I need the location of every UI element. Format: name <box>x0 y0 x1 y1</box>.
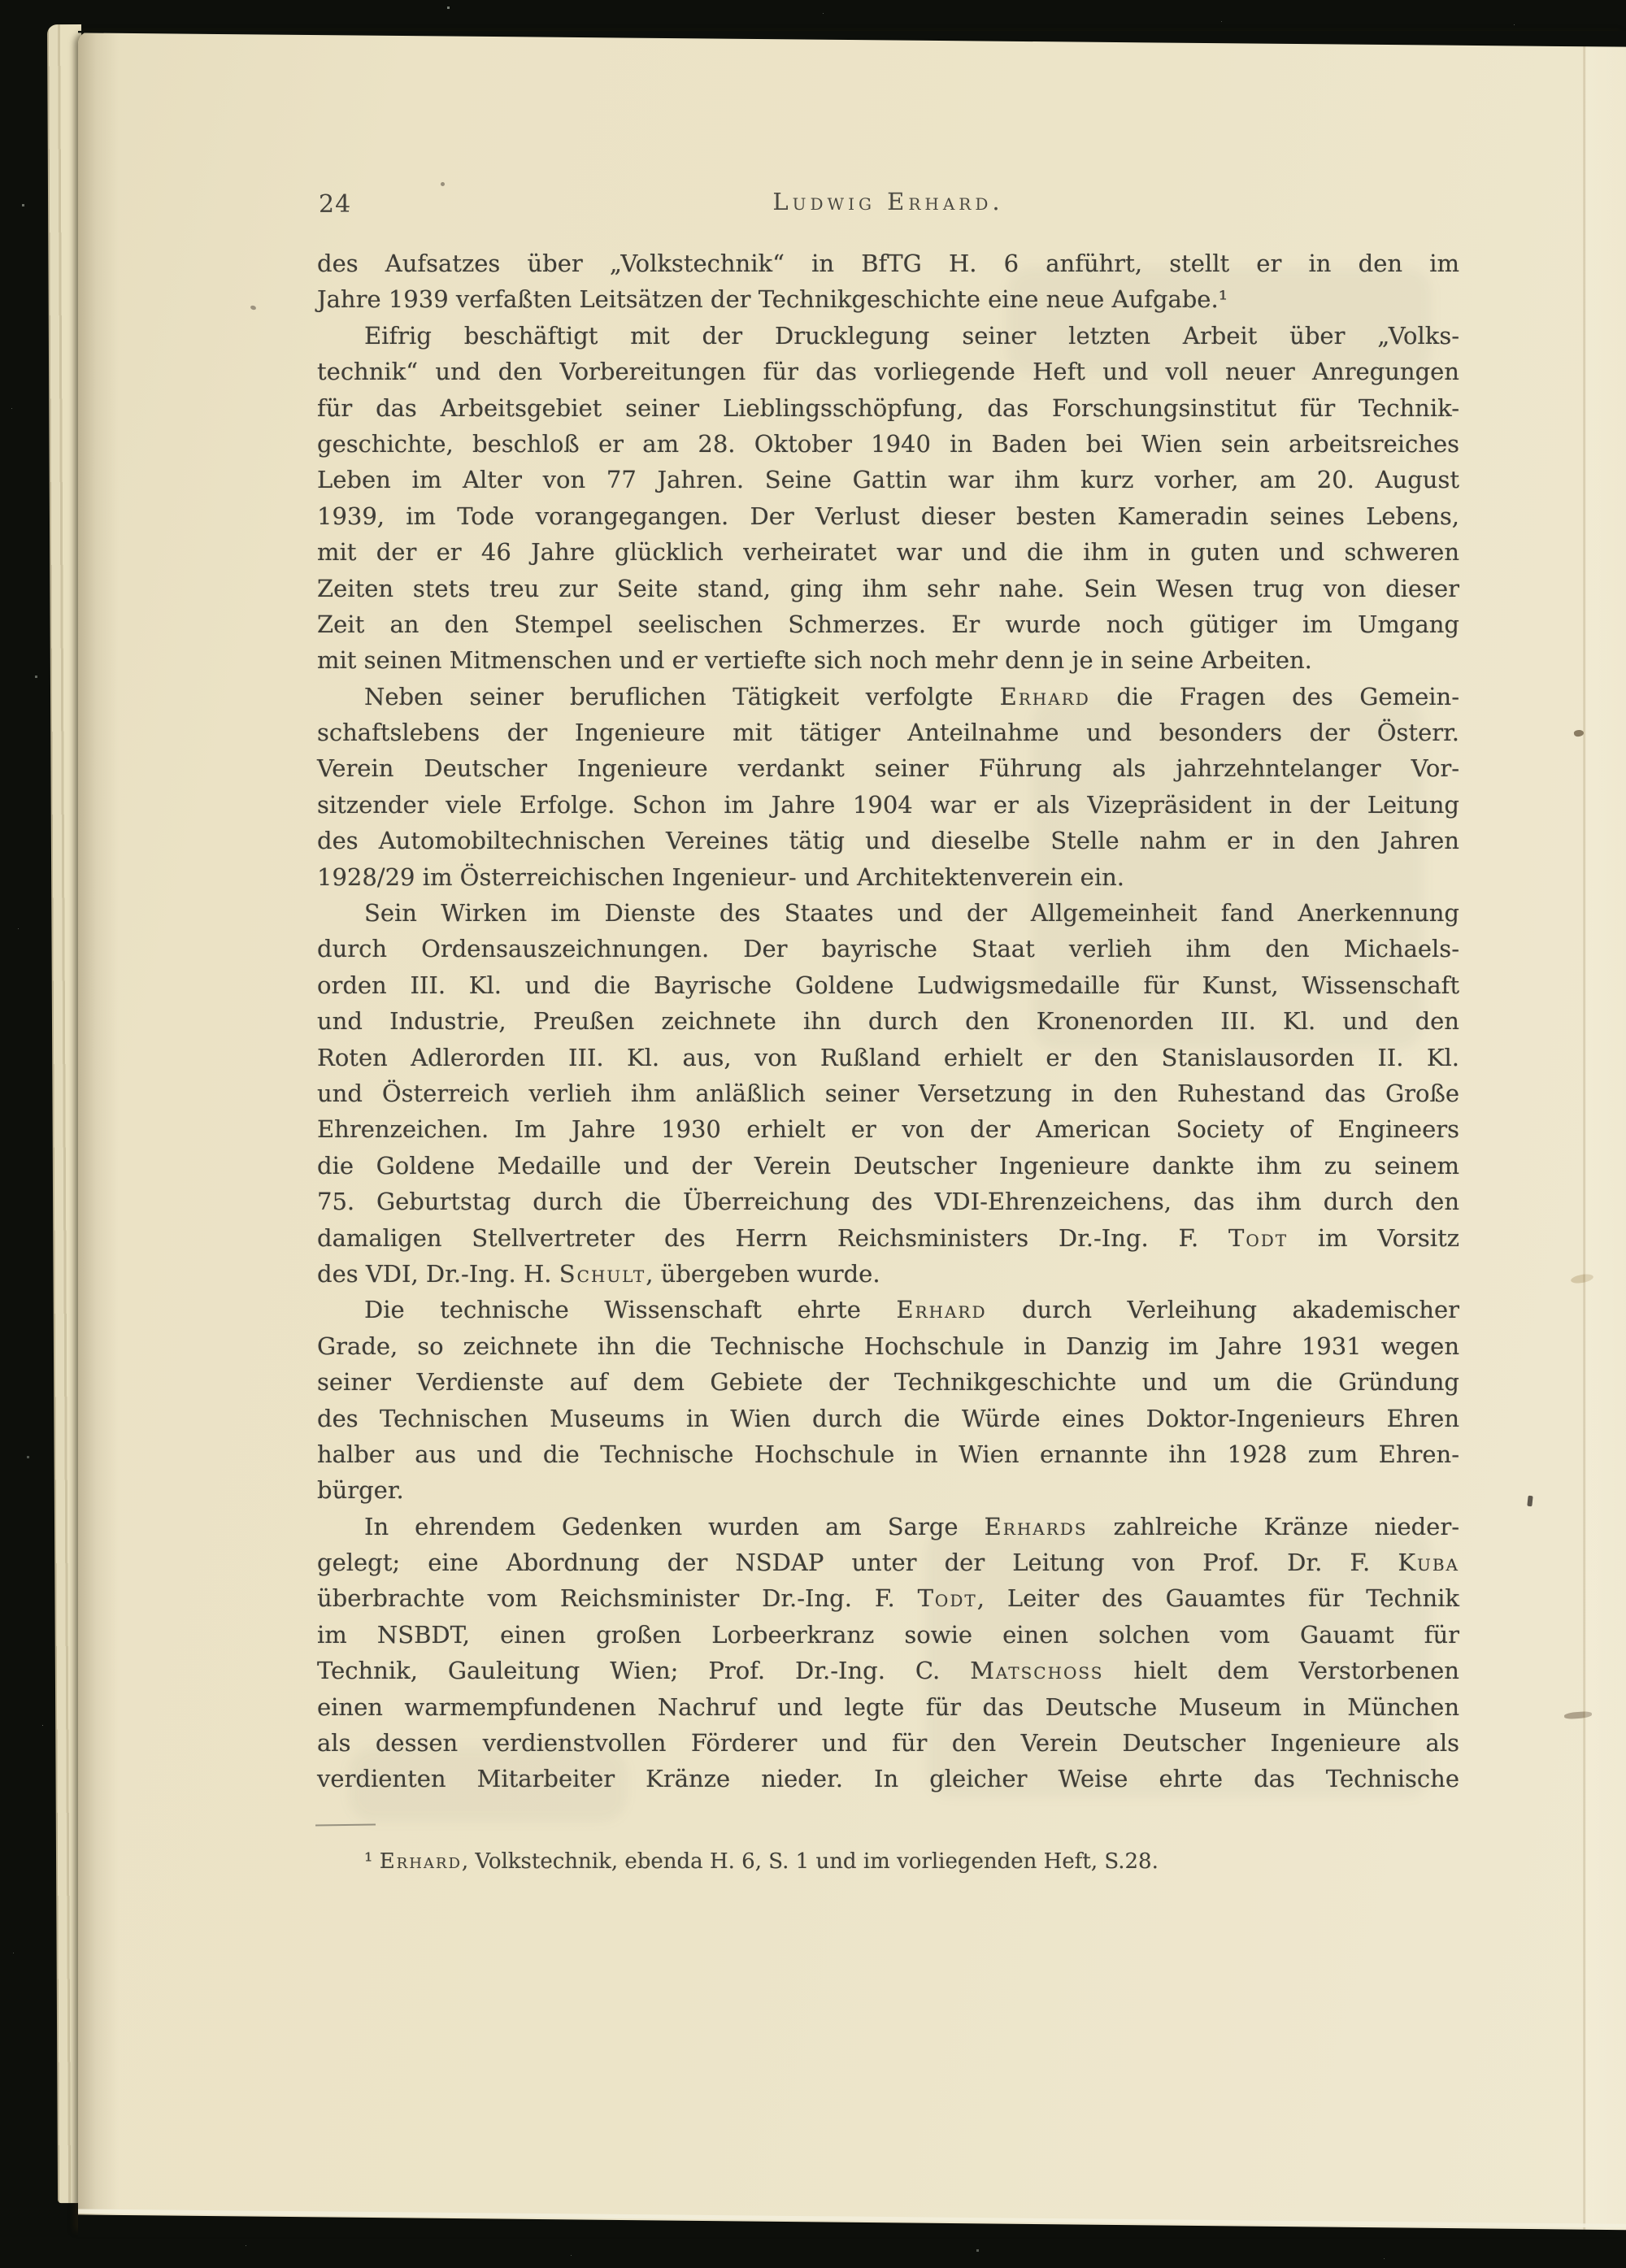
ink-speck <box>441 182 445 186</box>
text-line: für das Arbeitsgebiet seiner Lieblingsschöpfung, das Forschungsinstitut für Technik- <box>317 393 1459 422</box>
text-line: Ehrenzeichen. Im Jahre 1930 erhielt er von der American Society of Engineers <box>317 1115 1459 1144</box>
text-line: mit seinen Mitmenschen und er vertiefte sich noch mehr denn je in seine Arbeiten. <box>317 646 1312 675</box>
text-line: Leben im Alter von 77 Jahren. Seine Gattin war ihm kurz vorher, am 20. August <box>317 466 1459 494</box>
text-line: des Technischen Museums in Wien durch die Würde eines Doktor-Ingenieurs Ehren <box>317 1404 1459 1432</box>
text-line: damaligen Stellvertreter des Herrn Reichsministers Dr.-Ing. F. Todt im Vorsitz <box>317 1223 1460 1252</box>
text-line: geschichte, beschloß er am 28. Oktober 1940 in Baden bei Wien sein arbeitsreiches <box>317 429 1459 458</box>
text-line: des Automobiltechnischen Vereines tätig und dieselbe Stelle nahm er in den Jahren <box>317 827 1459 855</box>
text-line: halber aus und die Technische Hochschule in Wien ernannte ihn 1928 zum Ehren- <box>317 1440 1459 1468</box>
text-line: Die technische Wissenschaft ehrte Erhard durch Verleihung akademischer <box>364 1296 1459 1324</box>
text-line: überbrachte vom Reichsminister Dr.-Ing. F. Todt, Leiter des Gauamtes für Technik <box>317 1584 1459 1613</box>
text-line: gelegt; eine Abordnung der NSDAP unter der Leitung von Prof. Dr. F. Kuba <box>317 1549 1459 1577</box>
text-line: 1939, im Tode vorangegangen. Der Verlust dieser besten Kameradin seines Lebens, <box>317 502 1459 530</box>
page-number: 24 <box>319 190 352 219</box>
text-line: des Aufsatzes über „Volkstechnik“ in BfTG H. 6 anführt, stellt er in den im <box>317 250 1459 277</box>
running-title: Ludwig Erhard. <box>772 188 1004 215</box>
footnote-text: ¹ Erhard, Volkstechnik, ebenda H. 6, S. 1 und im vorliegenden Heft, S.28. <box>364 1849 1159 1874</box>
text-line: technik“ und den Vorbereitungen für das vorliegende Heft und voll neuer Anregungen <box>317 358 1459 386</box>
text-line: Jahre 1939 verfaßten Leitsätzen der Technikgeschichte eine neue Aufgabe.¹ <box>317 285 1228 314</box>
text-line: Zeiten stets treu zur Seite stand, ging ihm sehr nahe. Sein Wesen trug von dieser <box>317 574 1459 602</box>
text-line: 1928/29 im Österreichischen Ingenieur- und Architektenverein ein. <box>317 862 1124 891</box>
text-line: Eifrig beschäftigt mit der Drucklegung seiner letzten Arbeit über „Volks- <box>364 321 1459 350</box>
text-line: verdienten Mitarbeiter Kränze nieder. In gleicher Weise ehrte das Technische <box>317 1765 1459 1793</box>
text-line: seiner Verdienste auf dem Gebiete der Technikgeschichte und um die Gründung <box>317 1368 1459 1397</box>
text-line: und Österreich verlieh ihm anläßlich seiner Versetzung in den Ruhestand das Große <box>317 1079 1459 1107</box>
text-line: als dessen verdienstvollen Förderer und für den Verein Deutscher Ingenieure als <box>317 1729 1459 1757</box>
text-line: orden III. Kl. und die Bayrische Goldene Ludwigsmedaille für Kunst, Wissenschaft <box>317 971 1459 999</box>
text-line: des VDI, Dr.-Ing. H. Schult, übergeben wurde. <box>317 1259 880 1288</box>
body-text <box>317 245 1459 1797</box>
dust-specks <box>0 0 1 1</box>
text-line: sitzender viele Erfolge. Schon im Jahre 1904 war er als Vizepräsident in der Leitung <box>317 790 1459 819</box>
text-line: Verein Deutscher Ingenieure verdankt seiner Führung als jahrzehntelanger Vor- <box>317 754 1459 783</box>
page-left-shading <box>78 31 119 2232</box>
text-line: Zeit an den Stempel seelischen Schmerzes. Er wurde noch gütiger im Umgang <box>317 610 1459 638</box>
page-right-sheen <box>1586 45 1626 2231</box>
text-line: die Goldene Medaille und der Verein Deutscher Ingenieure dankte ihm zu seinem <box>317 1151 1459 1180</box>
text-line: schaftslebens der Ingenieure mit tätiger Anteilnahme und besonders der Österr. <box>317 719 1459 747</box>
text-line: mit der er 46 Jahre glücklich verheiratet war und die ihm in guten und schweren <box>317 538 1459 567</box>
text-line: Neben seiner beruflichen Tätigkeit verfolgte Erhard die Fragen des Gemein- <box>364 682 1460 710</box>
text-line: Technik, Gauleitung Wien; Prof. Dr.-Ing. C. Matschoss hielt dem Verstorbenen <box>317 1657 1459 1685</box>
text-line: Grade, so zeichnete ihn die Technische Hochschule in Danzig im Jahre 1931 wegen <box>317 1332 1459 1360</box>
text-line: 75. Geburtstag durch die Überreichung des VDI-Ehrenzeichens, das ihm durch den <box>317 1188 1459 1216</box>
text-line: und Industrie, Preußen zeichnete ihn durch den Kronenorden III. Kl. und den <box>317 1007 1459 1036</box>
text-line: durch Ordensauszeichnungen. Der bayrische Staat verlieh ihm den Michaels- <box>317 935 1459 963</box>
text-line: Roten Adlerorden III. Kl. aus, von Rußland erhielt er den Stanislausorden II. Kl. <box>317 1043 1459 1071</box>
text-line: einen warmempfundenen Nachruf und legte für das Deutsche Museum in München <box>317 1692 1459 1721</box>
text-line: Sein Wirken im Dienste des Staates und der Allgemeinheit fand Anerkennung <box>364 899 1459 928</box>
text-line: In ehrendem Gedenken wurden am Sarge Erhards zahlreiche Kränze nieder- <box>364 1512 1459 1540</box>
text-line: im NSBDT, einen großen Lorbeerkranz sowie einen solchen vom Gauamt für <box>317 1620 1459 1649</box>
text-line: bürger. <box>317 1476 404 1505</box>
